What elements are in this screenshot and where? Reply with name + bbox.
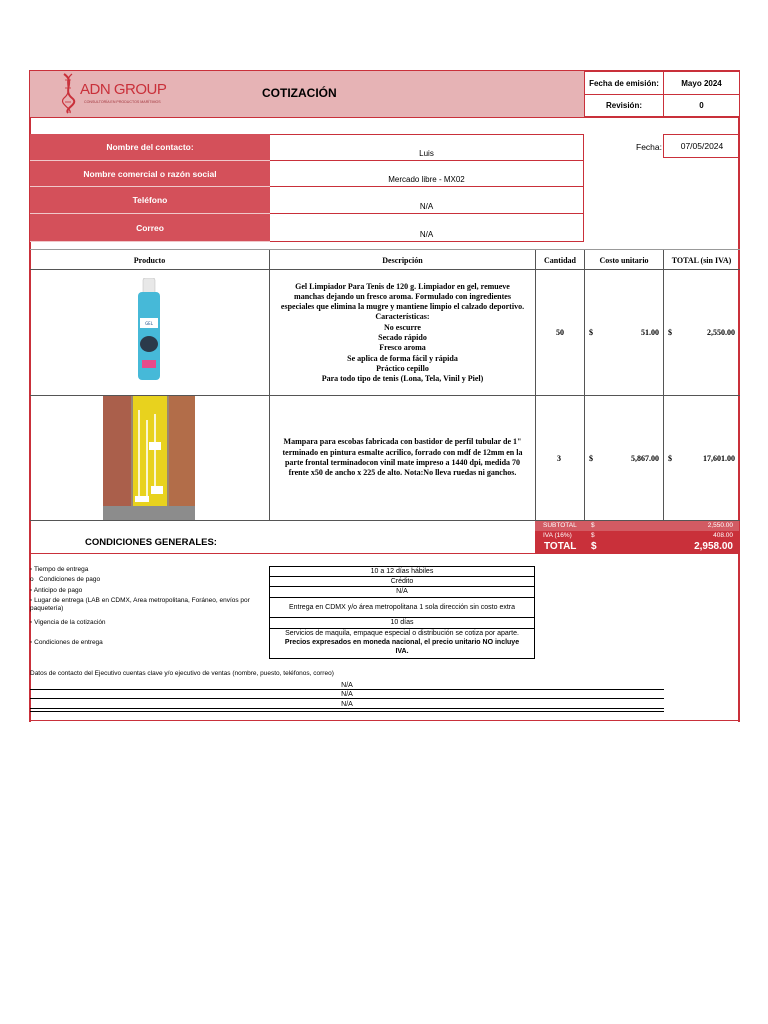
revision-label: Revisión:	[584, 94, 664, 117]
condition-label-delivery-time: ▫ Tiempo de entrega	[30, 566, 89, 573]
date-value: 07/05/2024	[663, 134, 740, 158]
row1-description: Gel Limpiador Para Tenis de 120 g. Limpiador en gel, remueve manchas dejando un fresco aroma. Formulado con ingredientes especiales que elimina la mugre y mantiene limpio el calzado deportivo. Características: No escurre Secado rápido Fresco aroma Se aplica de forma fácil y rápida Práctico cepillo Para todo tipo de tenis (Lona, Tela, Vinil y Piel)	[280, 281, 525, 384]
executive-label: Datos de contacto del Ejecutivo cuentas clave y/o ejecutivo de ventas (nombre, puesto, teléfonos, correo)	[30, 670, 334, 677]
th-quantity: Cantidad	[543, 255, 576, 265]
condition-value-delivery-time: 10 a 12 días hábiles	[269, 566, 535, 576]
row2-total: 17,601.00	[703, 454, 735, 463]
total-label: TOTAL	[544, 541, 577, 552]
conditions-title: CONDICIONES GENERALES:	[85, 537, 217, 548]
row2-unit-currency: $	[589, 454, 593, 463]
th-total: TOTAL (sin IVA)	[671, 255, 732, 265]
dna-logo-icon	[58, 72, 80, 114]
condition-label-payment: o Condiciones de pago	[30, 576, 101, 583]
condition-label-location: ▫ Lugar de entrega (LAB en CDMX, Area metropolitana, Foráneo, envíos por paquetería)	[30, 597, 250, 612]
subtotal-currency: $	[591, 522, 595, 529]
emission-value: Mayo 2024	[663, 71, 740, 95]
subtotal-label: SUBTOTAL	[543, 522, 577, 529]
frame-bottom-line	[29, 720, 740, 721]
prices-note: Precios expresados en moneda nacional, el precio unitario NO incluye IVA.	[284, 639, 520, 655]
row2-unit-cost: 5,867.00	[631, 454, 659, 463]
phone-value: N/A	[270, 186, 584, 214]
executive-line-1: N/A	[30, 681, 664, 690]
bullet-icon: o	[30, 576, 40, 583]
total-currency: $	[591, 541, 597, 552]
date-label: Fecha:	[636, 142, 662, 152]
emission-label: Fecha de emisión:	[584, 71, 664, 95]
executive-bottom-line	[30, 711, 664, 712]
page-title: COTIZACIÓN	[262, 86, 337, 100]
col-divider-2	[535, 250, 536, 521]
svg-text:GEL: GEL	[145, 321, 153, 326]
row2-total-currency: $	[668, 454, 672, 463]
contact-name-label: Nombre del contacto:	[30, 134, 270, 161]
logo-subtitle: CONSULTORÍA EN PRODUCTOS MARÍTIMOS	[84, 100, 161, 104]
condition-value-validity: 10 días	[269, 617, 535, 628]
phone-label: Teléfono	[30, 187, 270, 214]
product-image-mampara	[103, 396, 195, 520]
row1-total: 2,550.00	[707, 328, 735, 337]
condition-value-advance: N/A	[269, 586, 535, 597]
condition-label-validity: ▫ Vigencia de la cotización	[30, 619, 106, 626]
email-value: N/A	[270, 213, 584, 242]
iva-value: 408.00	[713, 532, 733, 539]
bullet-icon: ▫	[30, 619, 35, 626]
row1-quantity: 50	[556, 328, 564, 337]
logo-text: ADN GROUP	[80, 81, 167, 98]
bullet-icon: ▫	[30, 597, 35, 604]
revision-value: 0	[663, 94, 740, 117]
col-divider-4	[663, 250, 664, 521]
executive-line-3: N/A	[30, 700, 664, 709]
bullet-icon: ▫	[30, 639, 35, 646]
business-name-label: Nombre comercial o razón social	[30, 161, 270, 187]
iva-currency: $	[591, 532, 595, 539]
bullet-icon: ▫	[30, 566, 34, 573]
condition-value-delivery-conditions: Servicios de maquila, empaque especial o distribución se cotiza por aparte. Precios expresados en moneda nacional, el precio unitario NO incluye IVA.	[269, 628, 535, 659]
subtotal-value: 2,550.00	[707, 522, 733, 529]
subtotal-row	[535, 521, 739, 531]
row2-description: Mampara para escobas fabricada con bastidor de perfil tubular de 1" terminado en pintura esmalte acrilico, forrado con mdf de 12mm en la parte frontal terminadocon vinil mate impreso a 1440 dpi, medida 70 frente x50 de ancho x 225 de alto. Nota:No lleva ruedas ni ganchos.	[282, 437, 523, 478]
row1-unit-cost: 51.00	[641, 328, 659, 337]
th-description: Descripción	[382, 255, 423, 265]
condition-value-payment: Crédito	[269, 576, 535, 586]
totals-divider	[30, 553, 740, 554]
total-value: 2,958.00	[694, 541, 733, 552]
th-unit-cost: Costo unitario	[599, 255, 649, 265]
condition-value-location: Entrega en CDMX y/o área metropolitana 1 sola dirección sin costo extra	[269, 597, 535, 617]
row2-quantity: 3	[557, 454, 561, 463]
header-divider	[30, 117, 740, 118]
iva-row	[535, 531, 739, 541]
product-image-gel	[134, 278, 164, 382]
row1-unit-currency: $	[589, 328, 593, 337]
col-divider-3	[584, 250, 585, 521]
contact-name-value: Luis	[270, 134, 584, 161]
condition-label-delivery-conditions: ▫ Condiciones de entrega	[30, 639, 103, 646]
th-product: Producto	[133, 255, 166, 265]
condition-label-advance: ▫ Anticipo de pago	[30, 587, 83, 594]
business-name-value: Mercado libre - MX02	[270, 160, 584, 187]
executive-line-2: N/A	[30, 690, 664, 699]
email-label: Correo	[30, 214, 270, 242]
row1-total-currency: $	[668, 328, 672, 337]
bullet-icon: ▫	[30, 587, 34, 594]
logo	[56, 72, 166, 116]
iva-label: IVA (16%)	[543, 532, 572, 539]
